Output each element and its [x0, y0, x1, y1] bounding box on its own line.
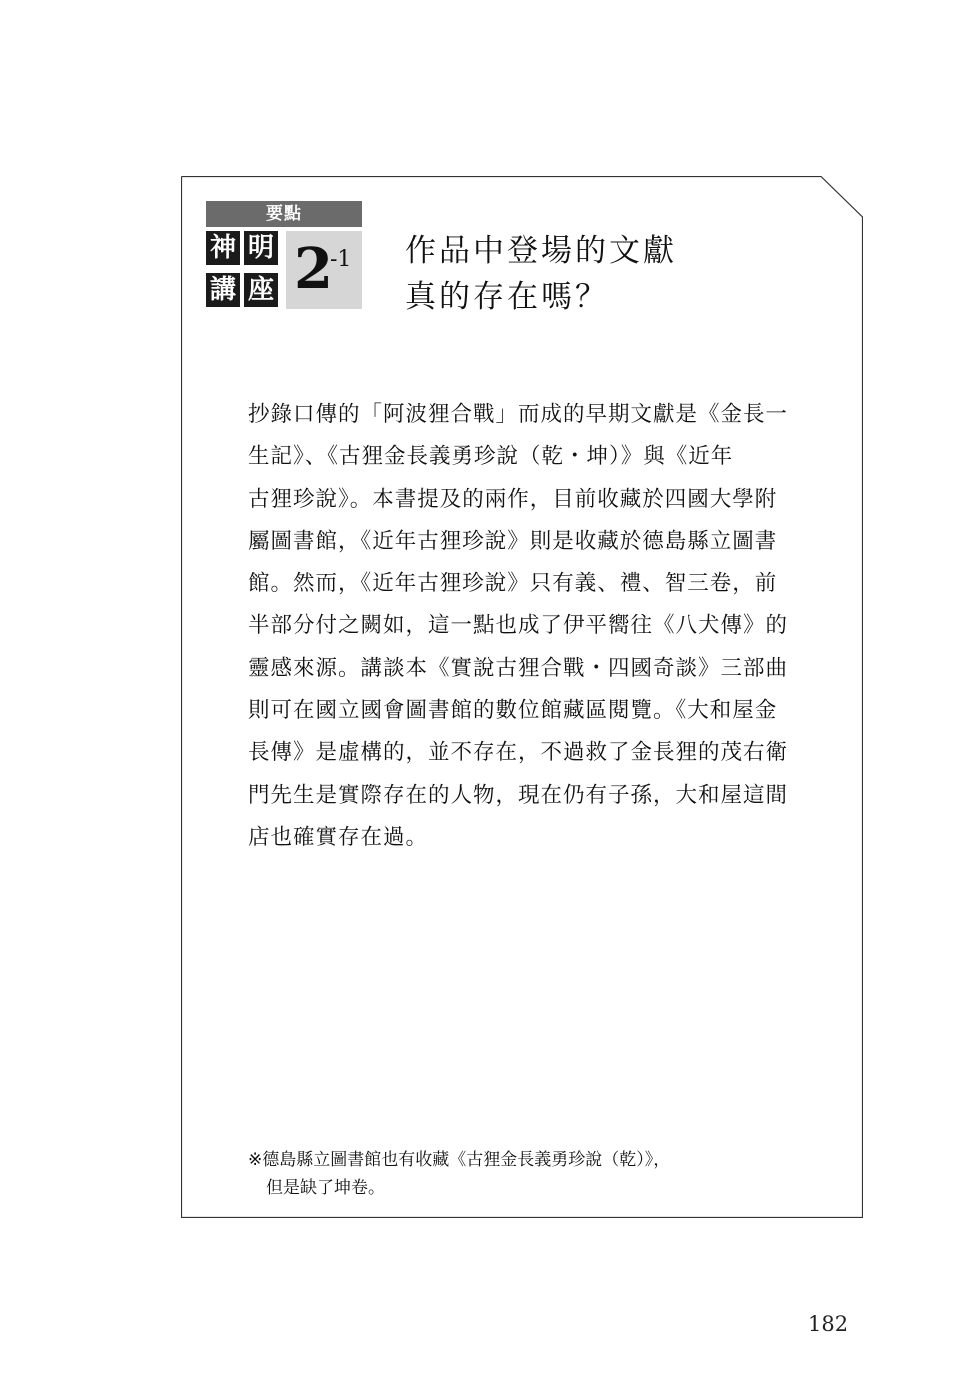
body-line: 店也確實存在過。	[248, 824, 429, 850]
body-line: 靈感來源。講談本《實說古狸合戰・四國奇談》三部曲	[248, 655, 789, 681]
body-line: 長傳》是虛構的，並不存在，不過救了金長狸的茂右衛	[248, 740, 789, 766]
body-paragraph	[248, 394, 803, 859]
body-line: 門先生是實際存在的人物，現在仍有子孫，大和屋這間	[248, 782, 789, 808]
badge-char-3: 講	[206, 273, 240, 307]
footnote-line-2: 但是缺了坤卷。	[266, 1178, 385, 1198]
body-line: 半部分付之闕如，這一點也成了伊平嚮往《八犬傳》的	[248, 613, 789, 639]
badge-subnumber: -1	[330, 247, 352, 272]
body-line: 古狸珍說》。本書提及的兩作，目前收藏於四國大學附	[248, 486, 778, 512]
body-line: 生記》、《古狸金長義勇珍說（乾・坤）》與《近年	[248, 444, 734, 470]
badge-char-4: 座	[244, 273, 278, 307]
heading-line-1: 作品中登場的文獻	[405, 233, 677, 269]
footnote-line-1: ※德島縣立圖書館也有收藏《古狸金長義勇珍說（乾）》，	[248, 1150, 671, 1170]
heading-line-2: 真的存在嗎？	[405, 279, 609, 315]
footnote	[248, 1146, 670, 1202]
badge-label: 要點	[206, 201, 362, 227]
body-line: 則可在國立國會圖書館的數位館藏區閱覽。《大和屋金	[248, 698, 778, 724]
body-line: 屬圖書館，《近年古狸珍說》則是收藏於德島縣立圖書	[248, 528, 778, 554]
section-badge	[206, 201, 362, 309]
badge-number: 2	[294, 236, 333, 302]
page-number: 182	[808, 1312, 849, 1336]
badge-char-1: 神	[206, 231, 240, 265]
body-line: 館。然而，《近年古狸珍說》只有義、禮、智三卷，前	[248, 571, 778, 597]
body-line: 抄錄口傳的「阿波狸合戰」而成的早期文獻是《金長一	[248, 402, 789, 427]
section-heading	[405, 228, 677, 320]
badge-number-block	[286, 231, 362, 309]
badge-char-2: 明	[244, 231, 278, 265]
